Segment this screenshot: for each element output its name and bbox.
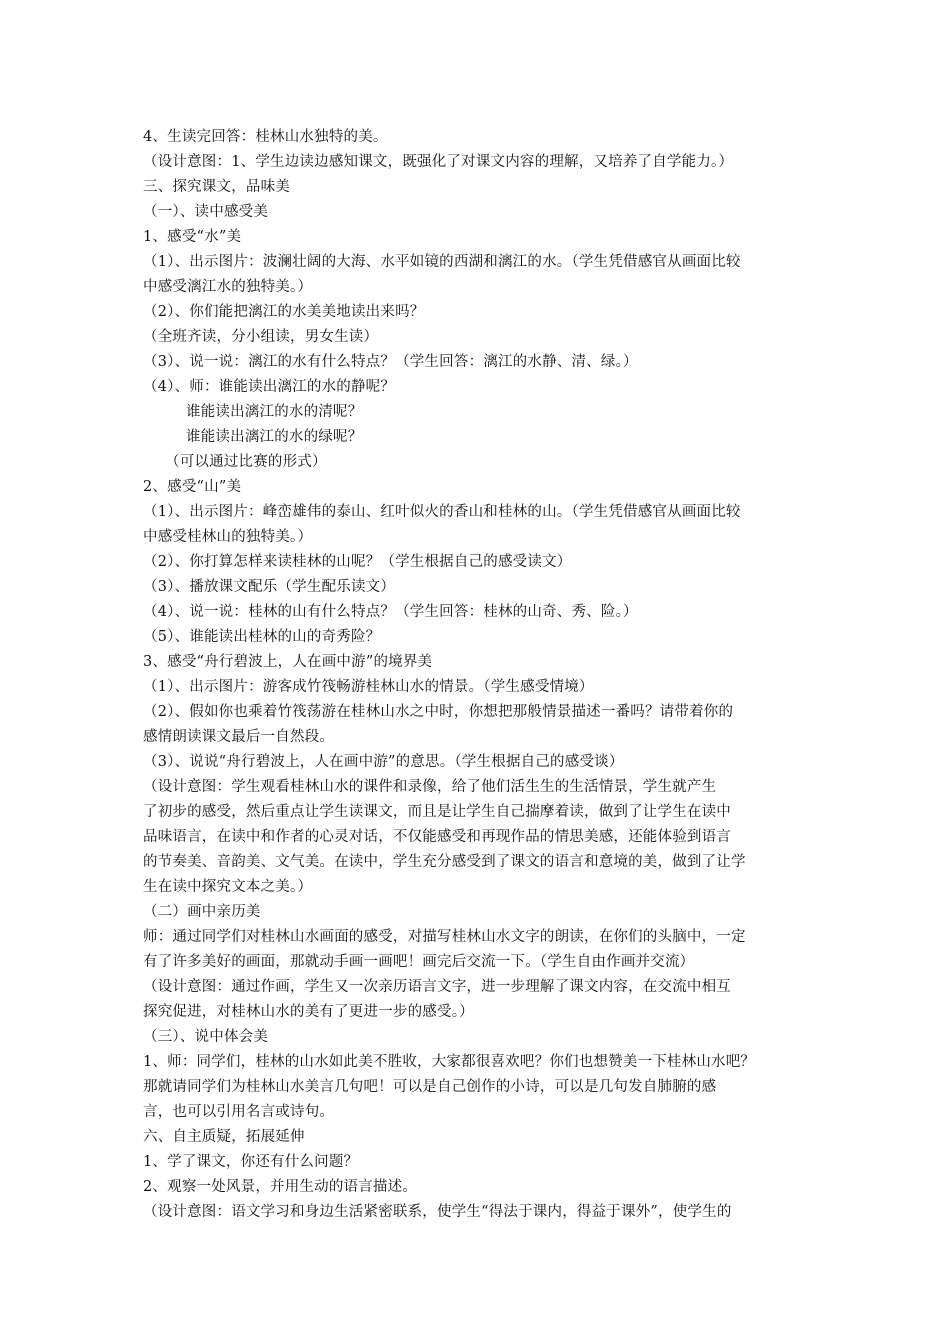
text-line: 品味语言，在读中和作者的心灵对话，不仅能感受和再现作品的情思美感，还能体验到语言 [143,829,731,845]
text-line: （三）、说中体会美 [143,1029,269,1045]
text-line: 1、感受“水”美 [143,229,242,245]
text-line: （5）、谁能读出桂林的山的奇秀险？ [143,629,381,645]
text-line: （设计意图：语文学习和身边生活紧密联系，使学生“得法于课内，得益于课外”，使学生的 [143,1204,732,1220]
text-line: （3）、说一说：漓江的水有什么特点？（学生回答：漓江的水静、清、绿。） [143,354,638,370]
text-line: （4）、说一说：桂林的山有什么特点？（学生回答：桂林的山奇、秀、险。） [143,604,638,620]
text-line: 生在读中探究文本之美。） [143,879,313,895]
text-line: （1）、出示图片：游客成竹筏畅游桂林山水的情景。（学生感受情境） [143,679,594,695]
text-line: （全班齐读，分小组读，男女生读） [143,329,379,345]
text-line: 1、学了课文，你还有什么问题？ [143,1154,359,1170]
text-line: （1）、出示图片：峰峦雄伟的泰山、红叶似火的香山和桂林的山。（学生凭借感官从画面比较 [143,504,741,520]
text-line: （设计意图：1、学生边读边感知课文，既强化了对课文内容的理解，又培养了自学能力。） [143,154,734,170]
text-line: 六、自主质疑，拓展延伸 [143,1129,305,1145]
text-line: 探究促进，对桂林山水的美有了更进一步的感受。） [143,1004,474,1020]
text-line: （4）、师：谁能读出漓江的水的静呢？ [143,379,396,395]
text-line: （设计意图：学生观看桂林山水的课件和录像，给了他们活生生的生活情景，学生就产生 [143,779,717,795]
text-line: 有了许多美好的画面，那就动手画一画吧！画完后交流一下。（学生自由作画并交流） [143,954,695,970]
text-line: 了初步的感受，然后重点让学生读课文，而且是让学生自己揣摩着读，做到了让学生在读中 [143,804,731,820]
text-line: （3）、播放课文配乐（学生配乐读文） [143,579,396,595]
text-line: 的节奏美、音韵美、文气美。在读中，学生充分感受到了课文的语言和意境的美，做到了让学 [143,854,746,870]
text-line: 师：通过同学们对桂林山水画面的感受，对描写桂林山水文字的朗读，在你们的头脑中，一定 [143,929,746,945]
text-line: （二）画中亲历美 [143,904,261,920]
text-line: （2）、假如你也乘着竹筏荡游在桂林山水之中时，你想把那般情景描述一番吗？请带着你的 [143,704,734,720]
text-line: （1）、出示图片：波澜壮阔的大海、水平如镜的西湖和漓江的水。（学生凭借感官从画面比较 [143,254,741,270]
text-line: 2、观察一处风景，并用生动的语言描述。 [143,1179,418,1195]
text-line: 中感受桂林山的独特美。） [143,529,313,545]
text-line: 那就请同学们为桂林山水美言几句吧！可以是自己创作的小诗，可以是几句发自肺腑的感 [143,1079,717,1095]
text-line: 感情朗读课文最后一自然段。 [143,729,335,745]
text-line: （一）、读中感受美 [143,204,269,220]
text-line: 谁能读出漓江的水的清呢？ [186,404,363,420]
text-line: 3、感受“舟行碧波上，人在画中游”的境界美 [143,654,433,670]
text-line: （可以通过比赛的形式） [165,454,327,470]
text-line: （2）、你们能把漓江的水美美地读出来吗？ [143,304,425,320]
text-line: 1、师：同学们，桂林的山水如此美不胜收，大家都很喜欢吧？你们也想赞美一下桂林山水吧？ [143,1054,756,1070]
text-line: （2）、你打算怎样来读桂林的山呢？（学生根据自己的感受读文） [143,554,572,570]
text-line: 谁能读出漓江的水的绿呢？ [186,429,363,445]
text-line: （3）、说说“舟行碧波上，人在画中游”的意思。（学生根据自己的感受谈） [143,754,624,770]
text-line: 2、感受“山”美 [143,479,242,495]
text-line: 言，也可以引用名言或诗句。 [143,1104,335,1120]
text-line: 4、生读完回答：桂林山水独特的美。 [143,129,388,145]
text-line: （设计意图：通过作画，学生又一次亲历语言文字，进一步理解了课文内容，在交流中相互 [143,979,731,995]
text-line: 三、探究课文，品味美 [143,179,290,195]
text-line: 中感受漓江水的独特美。） [143,279,313,295]
